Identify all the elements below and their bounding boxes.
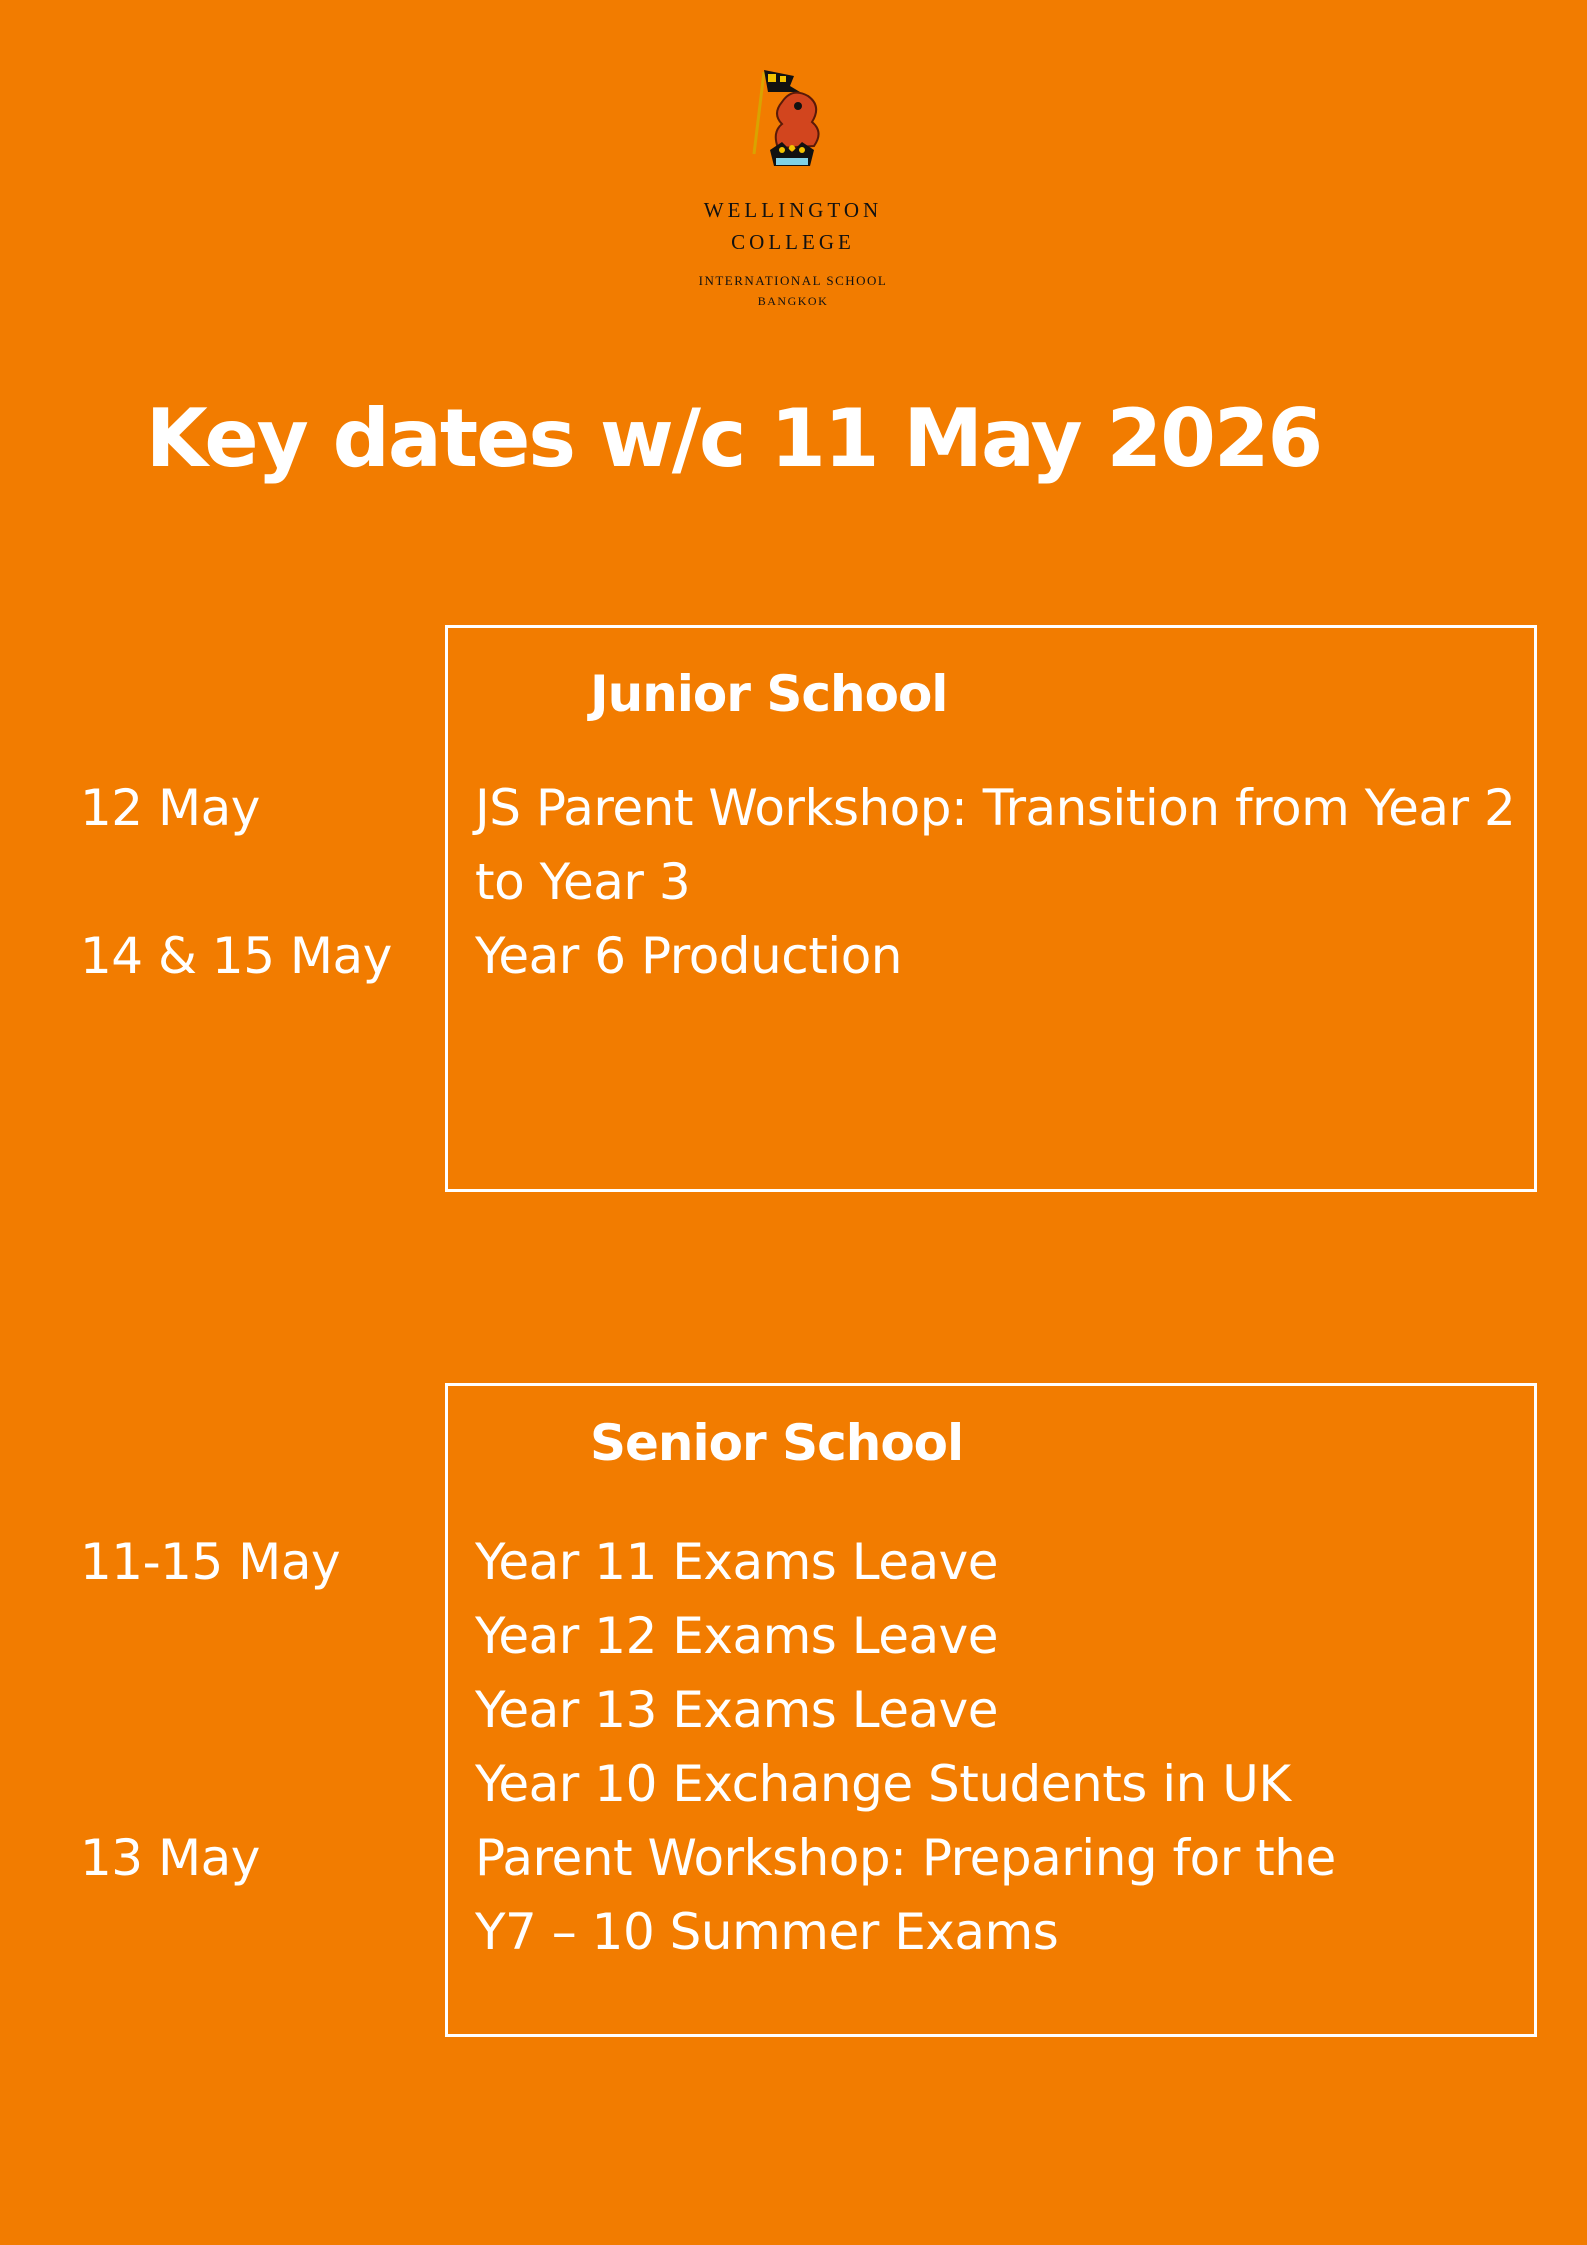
senior-section-heading: Senior School	[590, 1414, 964, 1472]
brand-name-line2: COLLEGE	[731, 230, 855, 254]
brand-name-line3: INTERNATIONAL SCHOOL	[698, 273, 888, 288]
senior-row-events	[475, 1525, 1575, 1821]
junior-event-line: JS Parent Workshop: Transition from Year 2	[475, 779, 1516, 837]
senior-event-line: Parent Workshop: Preparing for the	[475, 1829, 1336, 1887]
senior-row-date: 11-15 May	[80, 1533, 341, 1591]
junior-row-events	[475, 771, 1575, 919]
senior-event-line: Year 12 Exams Leave	[475, 1607, 998, 1665]
junior-row-events	[475, 919, 1575, 993]
crest-logo-icon	[742, 62, 842, 182]
page-title: Key dates w/c 11 May 2026	[145, 392, 1322, 485]
senior-event-line: Year 11 Exams Leave	[475, 1533, 998, 1591]
junior-section-heading: Junior School	[590, 665, 948, 723]
senior-row-events	[475, 1821, 1575, 1969]
junior-row-date: 14 & 15 May	[80, 927, 392, 985]
senior-event-line: Y7 – 10 Summer Exams	[475, 1903, 1059, 1961]
junior-row-date: 12 May	[80, 779, 260, 837]
junior-event-line: Year 6 Production	[475, 927, 902, 985]
brand-name-line1: WELLINGTON	[703, 198, 883, 222]
junior-event-line: to Year 3	[475, 853, 691, 911]
senior-event-line: Year 13 Exams Leave	[475, 1681, 998, 1739]
senior-event-line: Year 10 Exchange Students in UK	[475, 1755, 1291, 1813]
brand-name-line4: BANGKOK	[757, 294, 829, 308]
senior-row-date: 13 May	[80, 1829, 260, 1887]
